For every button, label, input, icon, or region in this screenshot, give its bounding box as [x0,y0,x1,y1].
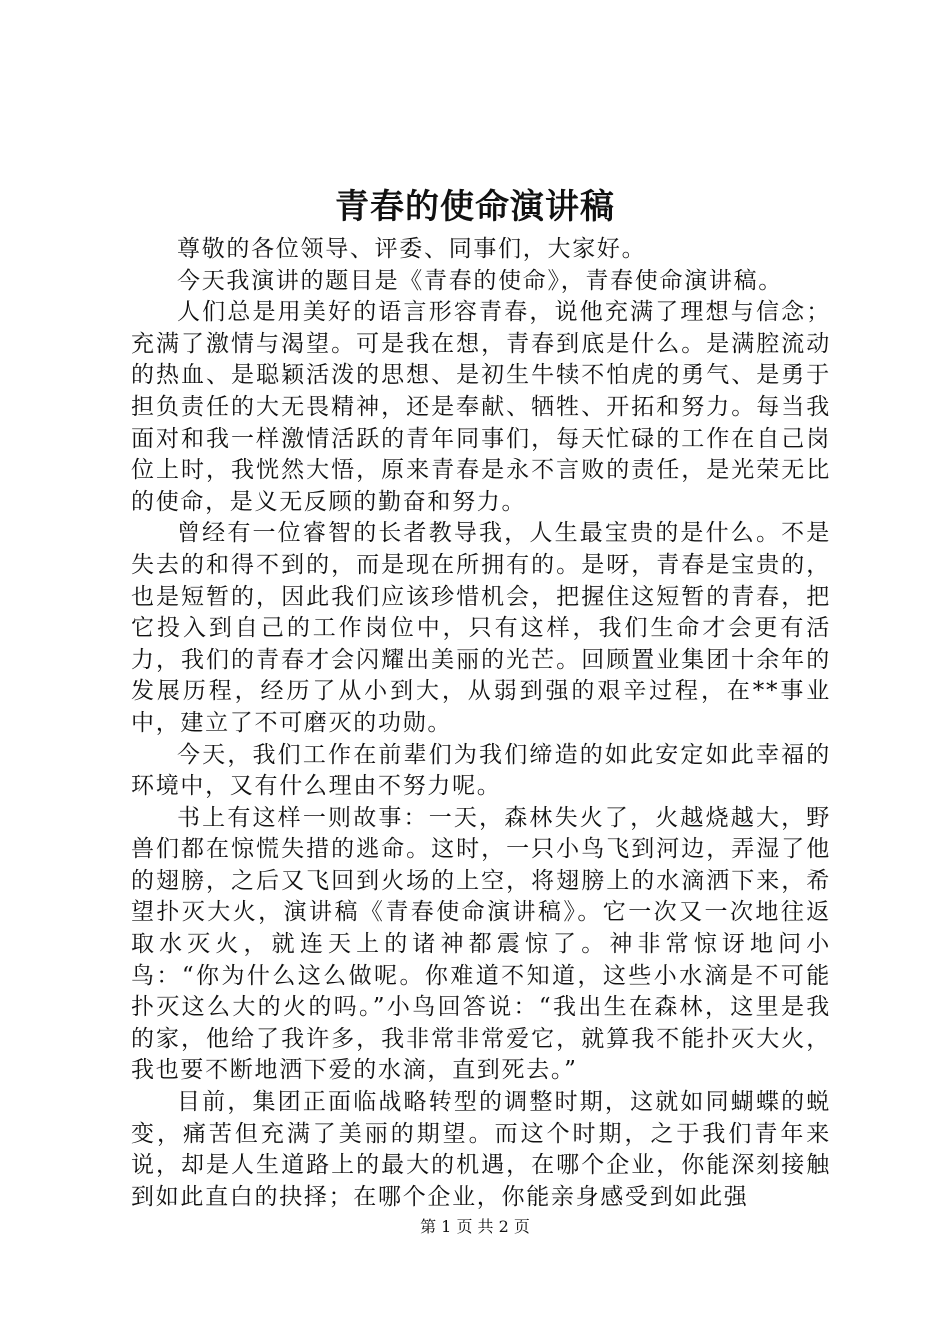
document-body [131,234,831,1213]
paragraph-topic: 今天我演讲的题目是《青春的使命》，青春使命演讲稿。 [177,267,783,294]
page-footer: 第 1 页 共 2 页 [420,1217,530,1236]
paragraph-elder-advice: 曾经有一位睿智的长者教导我，人生最宝贵的是什么。不是失去的和得不到的，而是现在所拥有的。是呀，青春是宝贵的，也是短暂的，因此我们应该珍惜机会，把握住这短暂的青春，把它投入到自己的工作岗位中，只有这样，我们生命才会更有活力，我们的青春才会闪耀出美丽的光芒。回顾置业集团十余年的发展历程，经历了从小到大，从弱到强的艰辛过程，在**事业中，建立了不可磨灭的功勋。 [131,520,831,736]
paragraph-greeting: 尊敬的各位领导、评委、同事们，大家好。 [177,236,647,262]
paragraph-transformation: 目前，集团正面临战略转型的调整时期，这就如同蝴蝶的蜕变，痛苦但充满了美丽的期望。而这个时期，之于我们青年来说，却是人生道路上的最大的机遇，在哪个企业，你能深刻接触到如此直白的抉择；在哪个企业，你能亲身感受到如此强 [131,1089,831,1210]
paragraph-youth-meaning: 人们总是用美好的语言形容青春，说他充满了理想与信念；充满了激情与渴望。可是我在想，青春到底是什么。是满腔流动的热血、是聪颖活泼的思想、是初生牛犊不怕虎的勇气、是勇于担负责任的大无畏精神，还是奉献、牺牲、开拓和努力。每当我面对和我一样激情活跃的青年同事们，每天忙碌的工作在自己岗位上时，我恍然大悟，原来青春是永不言败的责任，是光荣无比的使命，是义无反顾的勤奋和努力。 [131,299,831,515]
paragraph-today: 今天，我们工作在前辈们为我们缔造的如此安定如此幸福的环境中，又有什么理由不努力呢。 [131,741,831,800]
paragraph-bird-story: 书上有这样一则故事：一天，森林失火了，火越烧越大，野兽们都在惊慌失措的逃命。这时，一只小鸟飞到河边，弄湿了他的翅膀，之后又飞回到火场的上空，将翅膀上的水滴洒下来，希望扑灭大火，演讲稿《青春使命演讲稿》。它一次又一次地往返取水灭火，就连天上的诸神都震惊了。神非常惊讶地问小鸟：“你为什么这么做呢。你难道不知道，这些小水滴是不可能扑灭这么大的火的吗。”小鸟回答说：“我出生在森林，这里是我的家，他给了我许多，我非常非常爱它，就算我不能扑灭大火，我也要不断地洒下爱的水滴，直到死去。” [131,804,831,1084]
document-title: 青春的使命演讲稿 [335,187,615,227]
